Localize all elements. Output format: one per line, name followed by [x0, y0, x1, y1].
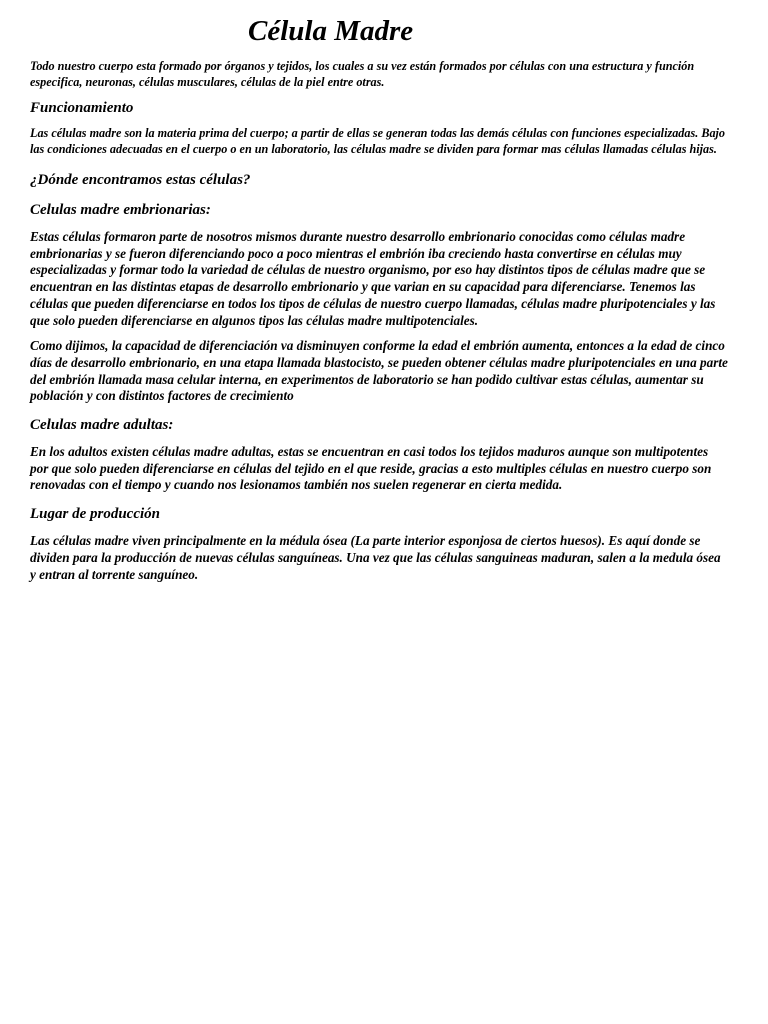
intro-paragraph: Todo nuestro cuerpo esta formado por órganos y tejidos, los cuales a su vez están formados por células con una estructura y función especifica, neuronas, células musculares, células de la piel entre otras. — [30, 59, 695, 89]
paragraph-lugar-produccion: Las células madre viven principalmente en la médula ósea (La parte interior esponjosa de ciertos huesos). Es aquí donde se dividen para la producción de nuevas células sanguíneas. Una vez que las células sanguineas maduran, salen a la medula ósea y entran al torrente sanguíneo. — [30, 533, 721, 582]
heading-funcionamiento: Funcionamiento — [30, 100, 134, 116]
heading-celulas-adultas: Celulas madre adultas: — [30, 417, 174, 434]
paragraph-funcionamiento: Las células madre son la materia prima del cuerpo; a partir de ellas se generan todas las demás células con funciones especializadas. Bajo las condiciones adecuadas en el cuerpo o en un laboratorio, las células madre se dividen para formar mas células llamadas células hijas. — [30, 126, 726, 156]
paragraph-embrionarias-1: Estas células formaron parte de nosotros mismos durante nuestro desarrollo embrionario conocidas como células madre embrionarias y se fueron diferenciando poco a poco mientras el embrión iba creciendo hasta convertirse en células muy especializadas y formar todo la variedad de células de nuestro organismo, por eso hay distintos tipos de células madre que se encuentran en las distintas etapas de desarrollo embrionario y que varian en su capacidad para diferenciarse. Tenemos las células que pueden diferenciarse en todos los tipos de células de nuestro cuerpo llamadas, células madre pluripotenciales y las que solo pueden diferenciarse en algunos tipos las células madre multipotenciales. — [30, 229, 716, 328]
paragraph-embrionarias-2: Como dijimos, la capacidad de diferenciación va disminuyen conforme la edad el embrión aumenta, entonces a la edad de cinco días de desarrollo embrionario, en una etapa llamada blastocisto, se pueden obtener células madre pluripotenciales en una parte del embrión llamada masa celular interna, en experimentos de laboratorio se han podido cultivar estas células, aumentar su población y con distintos factores de crecimiento — [30, 338, 728, 404]
paragraph-adultas: En los adultos existen células madre adultas, estas se encuentran en casi todos los tejidos maduros aunque son multipotentes por que solo pueden diferenciarse en células del tejido en el que reside, gracias a esto multiples células en nuestro cuerpo son renovadas con el tiempo y cuando nos lesionamos también nos suelen regenerar en cierta medida. — [30, 444, 712, 493]
heading-lugar-produccion: Lugar de producción — [30, 506, 161, 523]
heading-donde-encontramos: ¿Dónde encontramos estas células? — [30, 172, 251, 188]
page-title: Célula Madre — [248, 15, 414, 47]
heading-celulas-embrionarias: Celulas madre embrionarias: — [30, 202, 211, 218]
